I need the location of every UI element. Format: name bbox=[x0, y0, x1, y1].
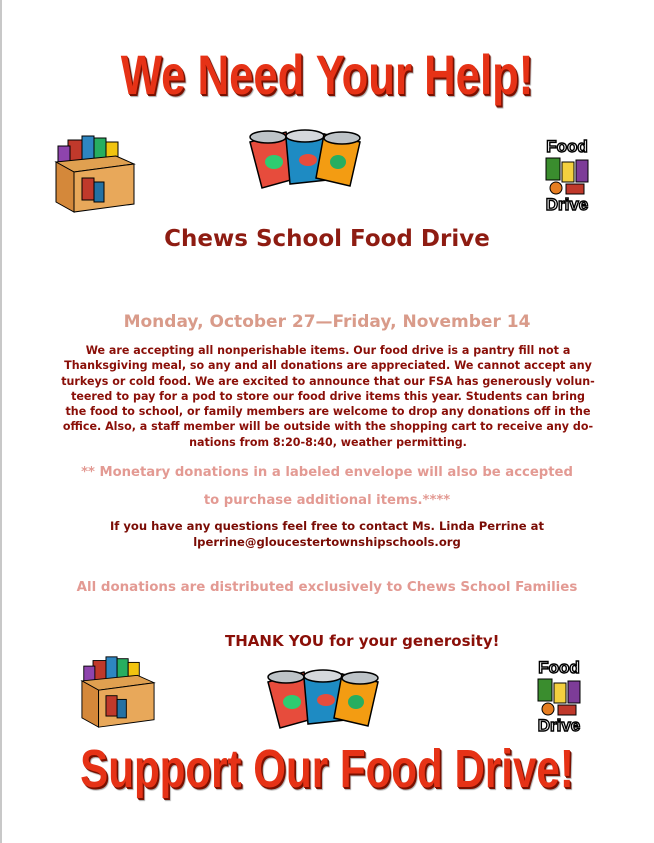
logo-drive-word: Drive bbox=[545, 195, 589, 214]
body-line: turkeys or cold food. We are excited to announce that our FSA has generously volun- bbox=[61, 374, 595, 388]
contact-line: If you have any questions feel free to contact Ms. Linda Perrine at bbox=[109, 519, 545, 533]
grocery-box-clipart-bottom bbox=[80, 655, 156, 729]
food-drive-logo-top bbox=[538, 134, 596, 214]
headline-top: We Need Your Help! bbox=[120, 43, 534, 106]
logo-food-word: Food bbox=[546, 137, 588, 156]
distribution-note: All donations are distributed exclusively to Chews School Families bbox=[76, 580, 578, 595]
monetary-note-line1: ** Monetary donations in a labeled envelope will also be accepted bbox=[81, 465, 573, 480]
food-drive-logo-bottom bbox=[530, 655, 588, 735]
thank-you-note: THANK YOU for your generosity! bbox=[225, 632, 500, 650]
body-paragraph bbox=[52, 343, 604, 450]
contact-info bbox=[0, 518, 654, 550]
body-line: teered to pay for a pod to store our food drive items this year. Students can bring bbox=[71, 389, 585, 403]
contact-email: lperrine@gloucestertownshipschools.org bbox=[193, 535, 461, 549]
body-line: Thanksgiving meal, so any and all donations are appreciated. We cannot accept any bbox=[64, 359, 592, 373]
drive-dates: Monday, October 27—Friday, November 14 bbox=[123, 312, 531, 332]
body-line: nations from 8:20-8:40, weather permitting. bbox=[189, 435, 467, 449]
headline-bottom: Support Our Food Drive! bbox=[80, 739, 574, 799]
logo-food-word: Food bbox=[538, 658, 580, 677]
page-left-edge bbox=[0, 0, 2, 843]
cans-clipart-top bbox=[246, 122, 368, 194]
page-title: Chews School Food Drive bbox=[164, 226, 490, 252]
body-line: We are accepting all nonperishable items. Our food drive is a pantry fill not a bbox=[85, 344, 571, 357]
body-line: the food to school, or family members are welcome to drop any donations off in the bbox=[65, 405, 591, 419]
monetary-note-line2: to purchase additional items.**** bbox=[203, 493, 451, 508]
cans-clipart-bottom bbox=[264, 662, 386, 734]
body-line: office. Also, a staff member will be outside with the shopping cart to receive any do- bbox=[62, 420, 594, 434]
grocery-box-clipart-top bbox=[54, 134, 136, 214]
logo-drive-word: Drive bbox=[537, 716, 581, 735]
